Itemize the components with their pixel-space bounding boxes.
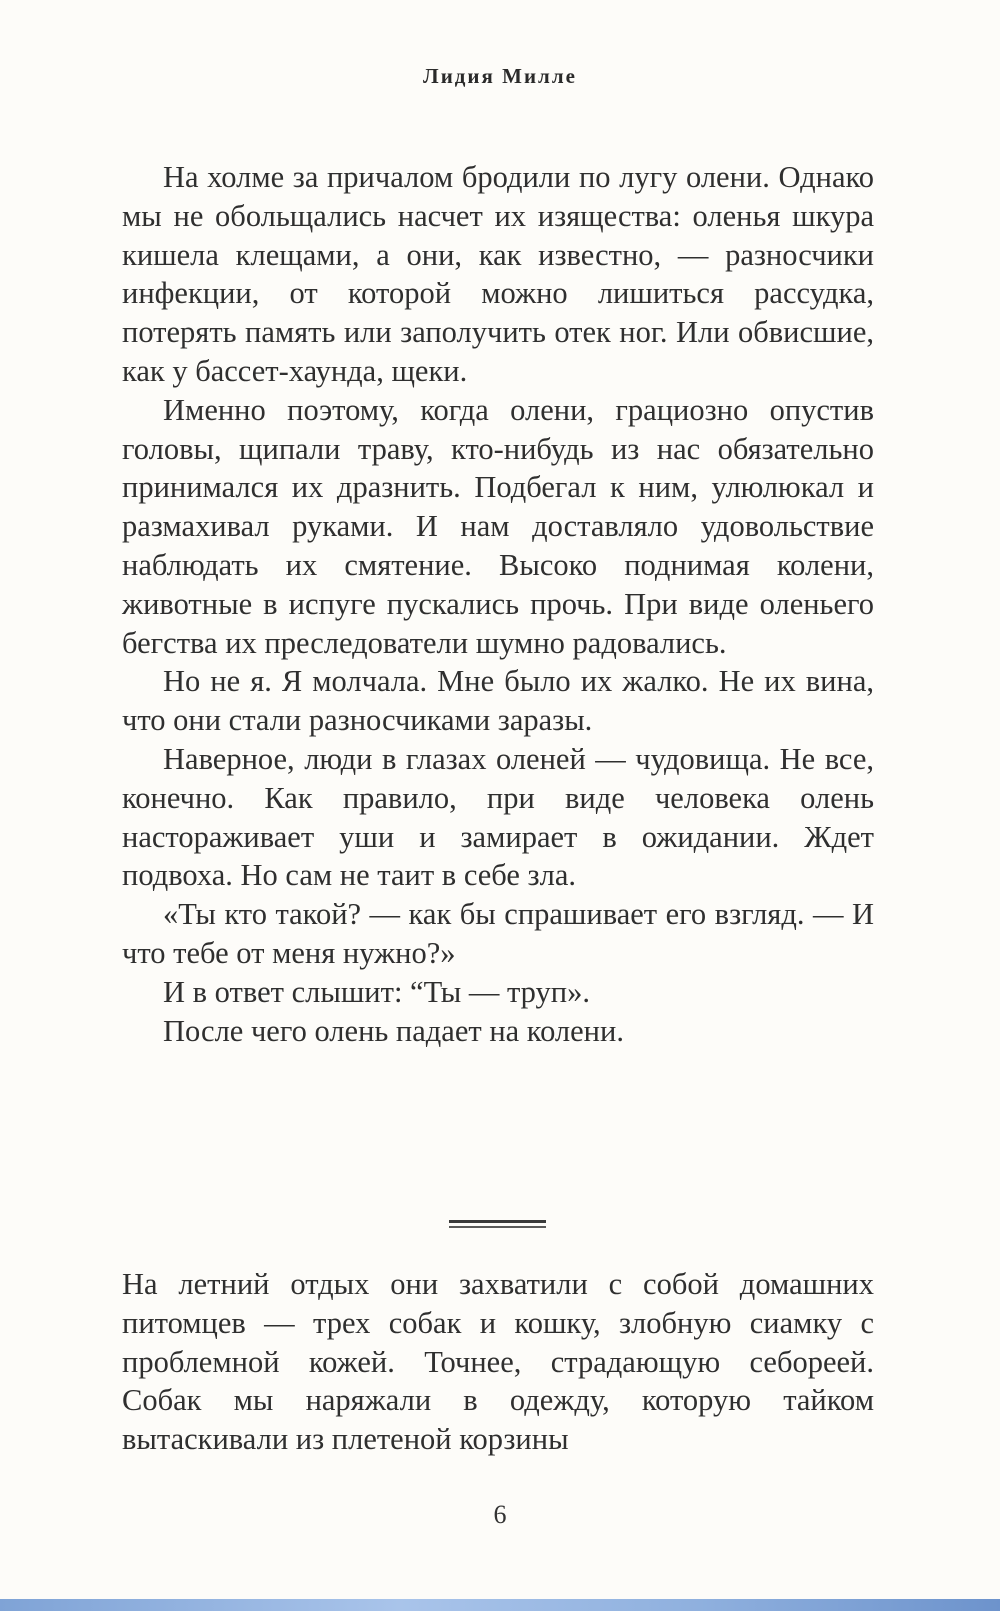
section-separator bbox=[449, 1220, 546, 1228]
paragraph: Именно поэтому, когда олени, грациозно опустив головы, щипали траву, кто-нибудь из нас обязательно принимался их дразнить. Подбегал к ним, улюлюкал и размахивал руками. И нам доставляло удовольствие наблюдать их смятение. Высоко поднимая колени, животные в испуге пускались прочь. При виде оленьего бегства их преследователи шумно радовались. bbox=[122, 392, 874, 660]
paragraph: Но не я. Я молчала. Мне было их жалко. Не их вина, что они стали разносчиками заразы. bbox=[122, 664, 874, 738]
paragraph: На летний отдых они захватили с собой домашних питомцев — трех собак и кошку, злобную сиамку с проблемной кожей. Точнее, страдающую себореей. Собак мы наряжали в одежду, которую тайком вытаскивали из плетеной корзины bbox=[122, 1267, 874, 1457]
separator-thick-rule bbox=[449, 1220, 546, 1223]
paragraph: «Ты кто такой? — как бы спрашивает его взгляд. — И что тебе от меня нужно?» bbox=[122, 897, 874, 970]
text-section-1 bbox=[122, 158, 874, 1050]
paragraph: После чего олень падает на колени. bbox=[163, 1013, 624, 1048]
scan-edge-strip bbox=[0, 1599, 1000, 1611]
paragraph: На холме за причалом бродили по лугу олени. Однако мы не обольщались насчет их изящества: оленья шкура кишела клещами, а они, как известно, — разносчики инфекции, от которой можно лишиться рассудка, потерять память или заполучить отек ног. Или обвисшие, как у бассет-хаунда, щеки. bbox=[122, 160, 874, 388]
separator-thin-rule bbox=[449, 1226, 546, 1228]
running-head-author: Лидия Милле bbox=[423, 64, 577, 88]
page-number: 6 bbox=[493, 1500, 507, 1529]
paragraph: И в ответ слышит: “Ты — труп». bbox=[163, 974, 590, 1009]
paragraph: Наверное, люди в глазах оленей — чудовища. Не все, конечно. Как правило, при виде человека олень настораживает уши и замирает в ожидании. Ждет подвоха. Но сам не таит в себе зла. bbox=[122, 741, 874, 893]
text-section-2 bbox=[122, 1265, 874, 1459]
